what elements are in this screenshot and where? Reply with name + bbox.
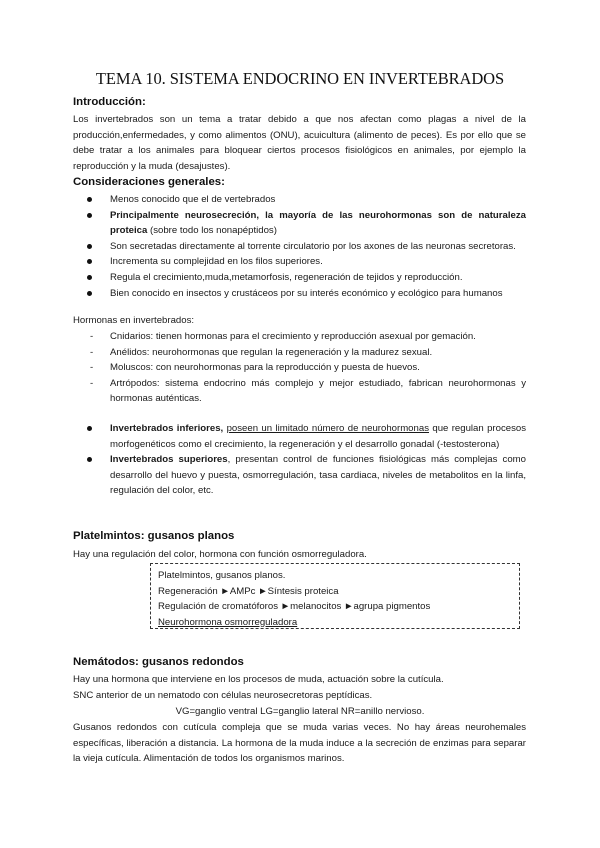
platelmintos-heading: Platelmintos: gusanos planos [73,530,235,542]
intro-paragraph: Los invertebrados son un tema a tratar debido a que nos afectan como plagas a nivel de la producción,enfermedades, y como alimentos (ONU), acuicultura (alimento de peces). Es por ello que se debe tratar a los animales para bloquear ciertos procesos fisiológicos en animales, por ejemplo la reproducción y la muda (desajustes). [73,114,526,172]
invertebrados-list [73,421,526,499]
bullet-icon [87,426,92,431]
bullet-icon [87,197,92,202]
list-item: Invertebrados superiores, presentan control de funciones fisiológicas más complejas como desarrollo del huevo y puesta, osmorregulación, tasa cardiaca, niveles de metabolitos en la linfa, regulación del color, etc. [73,452,526,499]
list-item: Invertebrados inferiores, poseen un limitado número de neurohormonas que regulan procesos morfogenéticos como el crecimiento, la regeneración y el desarrollo gonadal (-testosterona) [73,421,526,452]
nematodos-line2: SNC anterior de un nematodo con células neurosecretoras peptídicas. [73,690,373,701]
dash-icon: - [90,331,94,342]
list-item: - Artrópodos: sistema endocrino más complejo y mejor estudiado, fabrican neurohormonas y hormonas auténticas. [90,377,526,405]
bullet-icon [87,457,92,462]
bullet-icon [87,213,92,218]
box-line: Neurohormona osmorreguladora [158,616,298,628]
list-item: - Moluscos: con neurohormonas para la reproducción y puesta de huevos. [73,360,526,376]
list-item: Regula el crecimiento,muda,metamorfosis, regeneración de tejidos y reproducción. [73,270,526,286]
box-line: Regeneración ►AMPc ►Síntesis proteica [158,585,339,597]
dash-icon: - [90,377,94,389]
bullet-icon [87,259,92,264]
list-item: - Anélidos: neurohormonas que regulan la regeneración y la madurez sexual. [73,345,526,361]
nematodos-line1: Hay una hormona que interviene en los procesos de muda, actuación sobre la cutícula. [73,674,444,685]
list-item: Bien conocido en insectos y crustáceos por su interés económico y ecológico para humanos [73,286,526,302]
hormonas-heading: Hormonas en invertebrados: [73,315,195,326]
list-item: Principalmente neurosecreción, la mayoría de las neurohormonas son de naturaleza proteica (sobre todo los nonapéptidos) [73,208,526,239]
list-item: Incrementa su complejidad en los filos superiores. [73,254,526,270]
bullet-icon [87,244,92,249]
dash-icon: - [90,362,94,374]
bullet-icon [87,275,92,280]
list-item: - Cnidarios: tienen hormonas para el crecimiento y reproducción asexual por gemación. [73,329,526,345]
dash-icon: - [90,346,94,358]
platelmintos-summary-box [150,563,520,629]
hormonas-list [73,329,526,407]
box-line: Platelmintos, gusanos planos. [158,570,286,581]
platelmintos-text: Hay una regulación del color, hormona con función osmorreguladora. [73,549,367,560]
page-title: TEMA 10. SISTEMA ENDOCRINO EN INVERTEBRADOS [95,69,505,88]
intro-heading: Introducción: [73,96,146,108]
nematodos-caption: VG=ganglio ventral LG=ganglio lateral NR=anillo nervioso. [175,706,425,717]
list-item: Son secretadas directamente al torrente circulatorio por los axones de las neuronas secretoras. [73,239,526,255]
nematodos-paragraph: Gusanos redondos con cutícula compleja que se muda varias veces. No hay áreas neurohemales específicas, liberación a distancia. La hormona de la muda induce a la secreción de enzimas para separar la vieja cutícula. Alimentación de todos los organismos marinos. [73,722,526,765]
list-item: Menos conocido que el de vertebrados [73,192,526,208]
bullet-icon [87,291,92,296]
consideraciones-heading: Consideraciones generales: [73,176,225,188]
box-line: Regulación de cromatóforos ►melanocitos ►agrupa pigmentos [158,601,431,612]
nematodos-heading: Nemátodos: gusanos redondos [73,656,244,668]
consideraciones-list [73,192,526,301]
